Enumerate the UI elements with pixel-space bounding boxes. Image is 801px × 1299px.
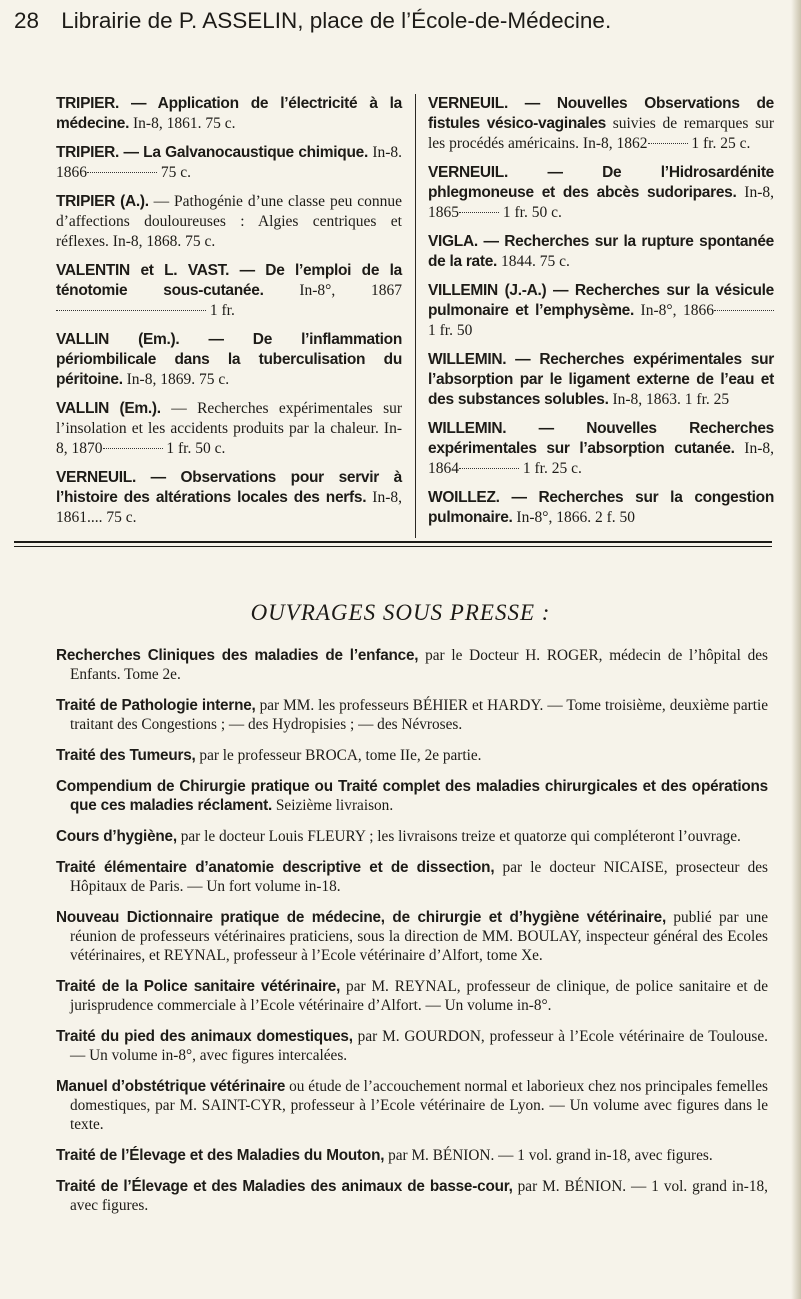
catalogue-entry: VERNEUIL. — Observations pour servir à l’histoire des altérations locales des nerfs. In-8, 1861.... 75 c. bbox=[56, 469, 402, 526]
forthcoming-item: Nouveau Dictionnaire pratique de médecine, de chirurgie et d’hygiène vétérinaire, publié par une réunion de professeurs vétérinaires praticiens, sous la direction de MM. BOULAY, inspecteur général des Ecoles vétérinaires, et REYNAL, professeur à l’Ecole vétérinaire d’Alfort, tome Xe. bbox=[56, 909, 769, 964]
forthcoming-item: Recherches Cliniques des maladies de l’enfance, par le Docteur H. ROGER, médecin de l’hôpital des Enfants. Tome 2e. bbox=[56, 647, 768, 683]
catalogue-entry: VALLIN (Em.). — De l’inflammation périombilicale dans la tuberculisation du péritoine. In-8, 1869. 75 c. bbox=[56, 331, 402, 388]
catalogue-entry: VILLEMIN (J.-A.) — Recherches sur la vésicule pulmonaire et l’emphysème. In-8°, 1866 1 fr. 50 bbox=[428, 282, 774, 339]
forthcoming-item: Cours d’hygiène, par le docteur Louis FLEURY ; les livraisons treize et quatorze qui compléteront l’ouvrage. bbox=[56, 828, 741, 845]
catalogue-entry: WILLEMIN. — Nouvelles Recherches expérimentales sur l’absorption cutanée. In-8, 1864 1 fr. 25 c. bbox=[428, 420, 774, 477]
page-header bbox=[14, 8, 774, 34]
right-column bbox=[428, 94, 774, 537]
left-column bbox=[56, 94, 402, 537]
catalogue-entry: TRIPIER (A.). — Pathogénie d’une classe peu connue d’affections douloureuses : Algies centriques et réflexes. In-8, 1868. 75 c. bbox=[56, 193, 403, 250]
double-rule-top bbox=[14, 541, 772, 543]
catalogue-entry: VIGLA. — Recherches sur la rupture spontanée de la rate. 1844. 75 c. bbox=[428, 233, 774, 270]
forthcoming-item: Traité de l’Élevage et des Maladies du Mouton, par M. BÉNION. — 1 vol. grand in-18, avec figures. bbox=[56, 1147, 713, 1164]
double-rule-bottom bbox=[14, 546, 772, 547]
catalogue-entry: VALLIN (Em.). — Recherches expérimentales sur l’insolation et les accidents produits par la chaleur. In-8, 1870 1 fr. 50 c. bbox=[56, 400, 403, 457]
catalogue-entry: VERNEUIL. — Nouvelles Observations de fistules vésico-vaginales suivies de remarques sur les procédés américains. In-8, 1862 1 fr. 25 c. bbox=[428, 95, 775, 152]
forthcoming-item: Traité de l’Élevage et des Maladies des animaux de basse-cour, par M. BÉNION. — 1 vol. grand in-18, avec figures. bbox=[56, 1178, 768, 1214]
page-edge-shadow bbox=[791, 0, 801, 1299]
section-title: OUVRAGES SOUS PRESSE : bbox=[250, 600, 551, 625]
catalogue-entry: TRIPIER. — La Galvanocaustique chimique. In-8. 1866 75 c. bbox=[56, 144, 403, 181]
catalogue-entry: WOILLEZ. — Recherches sur la congestion pulmonaire. In-8°, 1866. 2 f. 50 bbox=[428, 489, 774, 526]
page-number: 28 bbox=[14, 8, 40, 33]
catalogue-columns bbox=[56, 94, 775, 534]
forthcoming-item: Traité élémentaire d’anatomie descriptive et de dissection, par le docteur NICAISE, prosecteur des Hôpitaux de Paris. — Un fort volume in-18. bbox=[56, 859, 768, 895]
catalogue-entry: WILLEMIN. — Recherches expérimentales sur l’absorption par le ligament externe de l’eau et des substances solubles. In-8, 1863. 1 fr. 25 bbox=[428, 351, 774, 408]
catalogue-entry: TRIPIER. — Application de l’électricité à la médecine. In-8, 1861. 75 c. bbox=[56, 95, 402, 132]
forthcoming-works-list bbox=[56, 646, 768, 1227]
forthcoming-item: Compendium de Chirurgie pratique ou Traité complet des maladies chirurgicales et des opérations que ces maladies réclament. Seizième livraison. bbox=[56, 778, 768, 814]
column-divider bbox=[415, 94, 416, 538]
forthcoming-item: Traité de Pathologie interne, par MM. les professeurs BÉHIER et HARDY. — Tome troisième, deuxième partie traitant des Congestions ; — des Hydropisies ; — des Névroses. bbox=[56, 697, 768, 733]
catalogue-entry: VALENTIN et L. VAST. — De l’emploi de la ténotomie sous-cutanée. In-8°, 1867 1 fr. bbox=[56, 262, 403, 319]
forthcoming-item: Traité de la Police sanitaire vétérinaire, par M. REYNAL, professeur de clinique, de police sanitaire et de jurisprudence commerciale à l’Ecole vétérinaire d’Alfort. — Un volume in-8°. bbox=[56, 978, 768, 1014]
catalogue-entry: VERNEUIL. — De l’Hidrosardénite phlegmoneuse et des abcès sudoripares. In-8, 1865 1 fr. 50 c. bbox=[428, 164, 774, 221]
forthcoming-item: Manuel d’obstétrique vétérinaire ou étude de l’accouchement normal et laborieux chez nos principales femelles domestiques, par M. SAINT-CYR, professeur à l’Ecole vétérinaire de Lyon. — Un volume avec figures dans le texte. bbox=[56, 1078, 768, 1133]
page-running-title: Librairie de P. ASSELIN, place de l’École-de-Médecine. bbox=[61, 8, 612, 33]
forthcoming-item: Traité du pied des animaux domestiques, par M. GOURDON, professeur à l’Ecole vétérinaire de Toulouse. — Un volume in-8°, avec figures intercalées. bbox=[56, 1028, 768, 1064]
forthcoming-item: Traité des Tumeurs, par le professeur BROCA, tome IIe, 2e partie. bbox=[56, 747, 482, 764]
